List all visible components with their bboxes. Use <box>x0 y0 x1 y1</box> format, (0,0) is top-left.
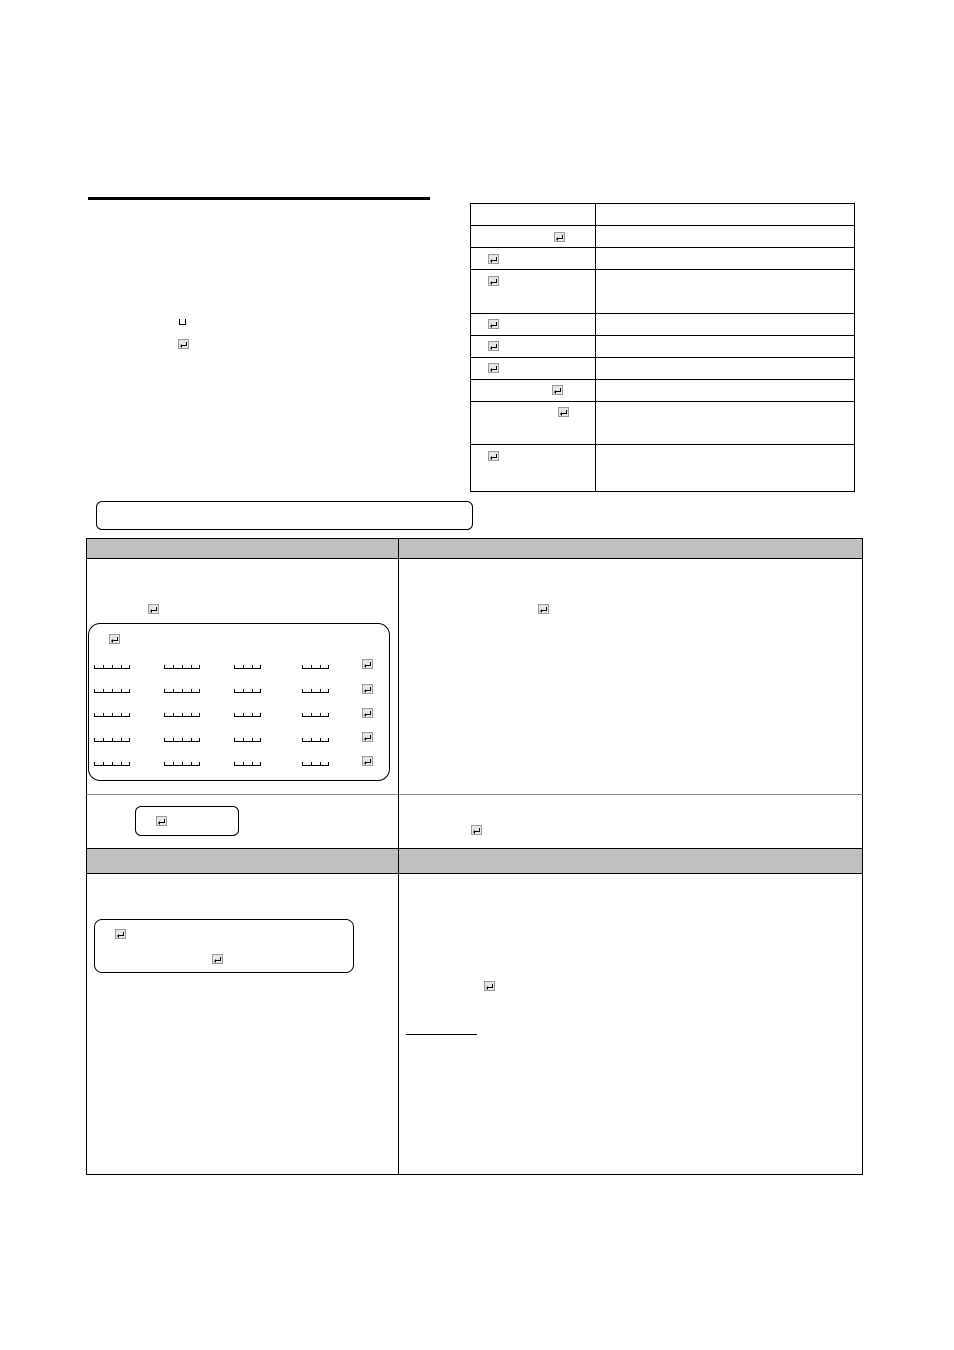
enter-key-icon <box>362 708 373 718</box>
enter-key-icon <box>362 732 373 742</box>
sample-command-box <box>135 806 239 836</box>
enter-key-icon <box>115 929 126 939</box>
space-symbol <box>94 738 130 742</box>
space-symbol <box>302 762 329 766</box>
enter-key-icon <box>148 604 159 614</box>
enter-key-icon <box>156 816 167 826</box>
space-symbol <box>94 689 130 693</box>
enter-key-icon <box>488 276 499 286</box>
space-symbol <box>94 665 130 669</box>
enter-key-icon <box>488 319 499 329</box>
main-table-line <box>86 873 863 874</box>
note-heading-underline <box>406 1034 477 1035</box>
caption-box <box>96 501 473 530</box>
space-symbol <box>164 738 200 742</box>
main-table-line <box>86 558 863 559</box>
enter-key-icon <box>109 634 120 644</box>
space-symbol <box>302 713 329 717</box>
enter-key-icon <box>554 232 565 242</box>
code-table-row-line <box>470 225 855 226</box>
code-table-row-line <box>470 357 855 358</box>
space-symbol <box>164 689 200 693</box>
enter-key-icon <box>178 339 189 349</box>
space-symbol <box>179 319 186 325</box>
sample-output-box <box>94 919 354 973</box>
space-symbol <box>234 738 261 742</box>
enter-key-icon <box>212 954 223 964</box>
code-table-row-line <box>470 335 855 336</box>
main-table-header-1 <box>87 539 862 558</box>
main-table-line <box>86 794 863 795</box>
main-table-divider <box>398 538 399 1175</box>
code-table-row-line <box>470 444 855 445</box>
section-title-underline <box>88 197 430 200</box>
enter-key-icon <box>362 756 373 766</box>
main-table-line <box>86 848 863 849</box>
enter-key-icon <box>558 407 569 417</box>
enter-key-icon <box>488 363 499 373</box>
enter-key-icon <box>362 684 373 694</box>
code-table-row-line <box>470 247 855 248</box>
enter-key-icon <box>488 341 499 351</box>
space-symbol <box>164 762 200 766</box>
space-symbol <box>164 713 200 717</box>
space-symbol <box>302 738 329 742</box>
space-symbol <box>302 665 329 669</box>
enter-key-icon <box>362 659 373 669</box>
enter-key-icon <box>488 451 499 461</box>
code-table-row-line <box>470 313 855 314</box>
space-symbol <box>302 689 329 693</box>
enter-key-icon <box>488 254 499 264</box>
space-symbol <box>234 762 261 766</box>
code-table-row-line <box>470 379 855 380</box>
space-symbol <box>94 762 130 766</box>
enter-key-icon <box>552 385 563 395</box>
space-symbol <box>234 713 261 717</box>
enter-key-icon <box>484 981 495 991</box>
code-table-row-line <box>470 269 855 270</box>
space-symbol <box>234 665 261 669</box>
space-symbol <box>234 689 261 693</box>
space-symbol <box>164 665 200 669</box>
code-table-row-line <box>470 401 855 402</box>
enter-key-icon <box>538 604 549 614</box>
space-symbol <box>94 713 130 717</box>
main-table-header-2 <box>87 848 862 873</box>
sample-grid-box <box>88 623 390 781</box>
enter-key-icon <box>471 825 482 835</box>
